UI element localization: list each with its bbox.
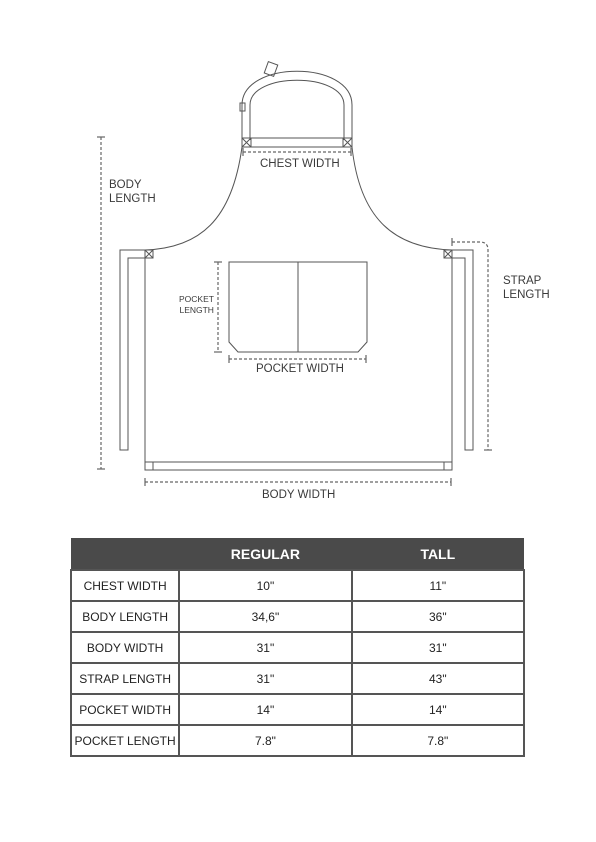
table-header-row xyxy=(71,538,524,570)
pocket-width-label: POCKET WIDTH xyxy=(256,363,344,375)
strap-length-dimension xyxy=(452,242,488,450)
table-row xyxy=(71,601,524,632)
tall-value: 43" xyxy=(352,663,524,694)
tall-value: 36" xyxy=(352,601,524,632)
row-label: BODY LENGTH xyxy=(71,601,179,632)
table-row xyxy=(71,663,524,694)
size-chart-table xyxy=(70,538,525,757)
regular-value: 34,6" xyxy=(179,601,351,632)
row-label: CHEST WIDTH xyxy=(71,570,179,601)
regular-value: 7.8" xyxy=(179,725,351,756)
table-row xyxy=(71,570,524,601)
tall-value: 7.8" xyxy=(352,725,524,756)
table-row xyxy=(71,725,524,756)
pocket-length-label: POCKET LENGTH xyxy=(179,294,214,315)
right-waist-strap xyxy=(452,250,473,450)
neck-strap-inner xyxy=(250,80,344,140)
chest-band xyxy=(242,138,352,147)
table-header-blank xyxy=(71,538,179,570)
table-header-regular: REGULAR xyxy=(179,538,351,570)
table-header-tall: TALL xyxy=(352,538,524,570)
body-length-label: BODY LENGTH xyxy=(109,179,156,206)
body-width-label: BODY WIDTH xyxy=(262,489,336,501)
regular-value: 10" xyxy=(179,570,351,601)
tall-value: 14" xyxy=(352,694,524,725)
row-label: POCKET WIDTH xyxy=(71,694,179,725)
left-waist-strap xyxy=(120,250,145,450)
chest-width-label: CHEST WIDTH xyxy=(260,158,340,170)
regular-value: 31" xyxy=(179,632,351,663)
row-label: STRAP LENGTH xyxy=(71,663,179,694)
tall-value: 11" xyxy=(352,570,524,601)
strap-buckle xyxy=(264,62,278,77)
tall-value: 31" xyxy=(352,632,524,663)
regular-value: 31" xyxy=(179,663,351,694)
row-label: BODY WIDTH xyxy=(71,632,179,663)
regular-value: 14" xyxy=(179,694,351,725)
neck-strap xyxy=(242,71,352,140)
strap-length-label: STRAP LENGTH xyxy=(503,275,550,302)
table-row xyxy=(71,694,524,725)
row-label: POCKET LENGTH xyxy=(71,725,179,756)
table-row xyxy=(71,632,524,663)
